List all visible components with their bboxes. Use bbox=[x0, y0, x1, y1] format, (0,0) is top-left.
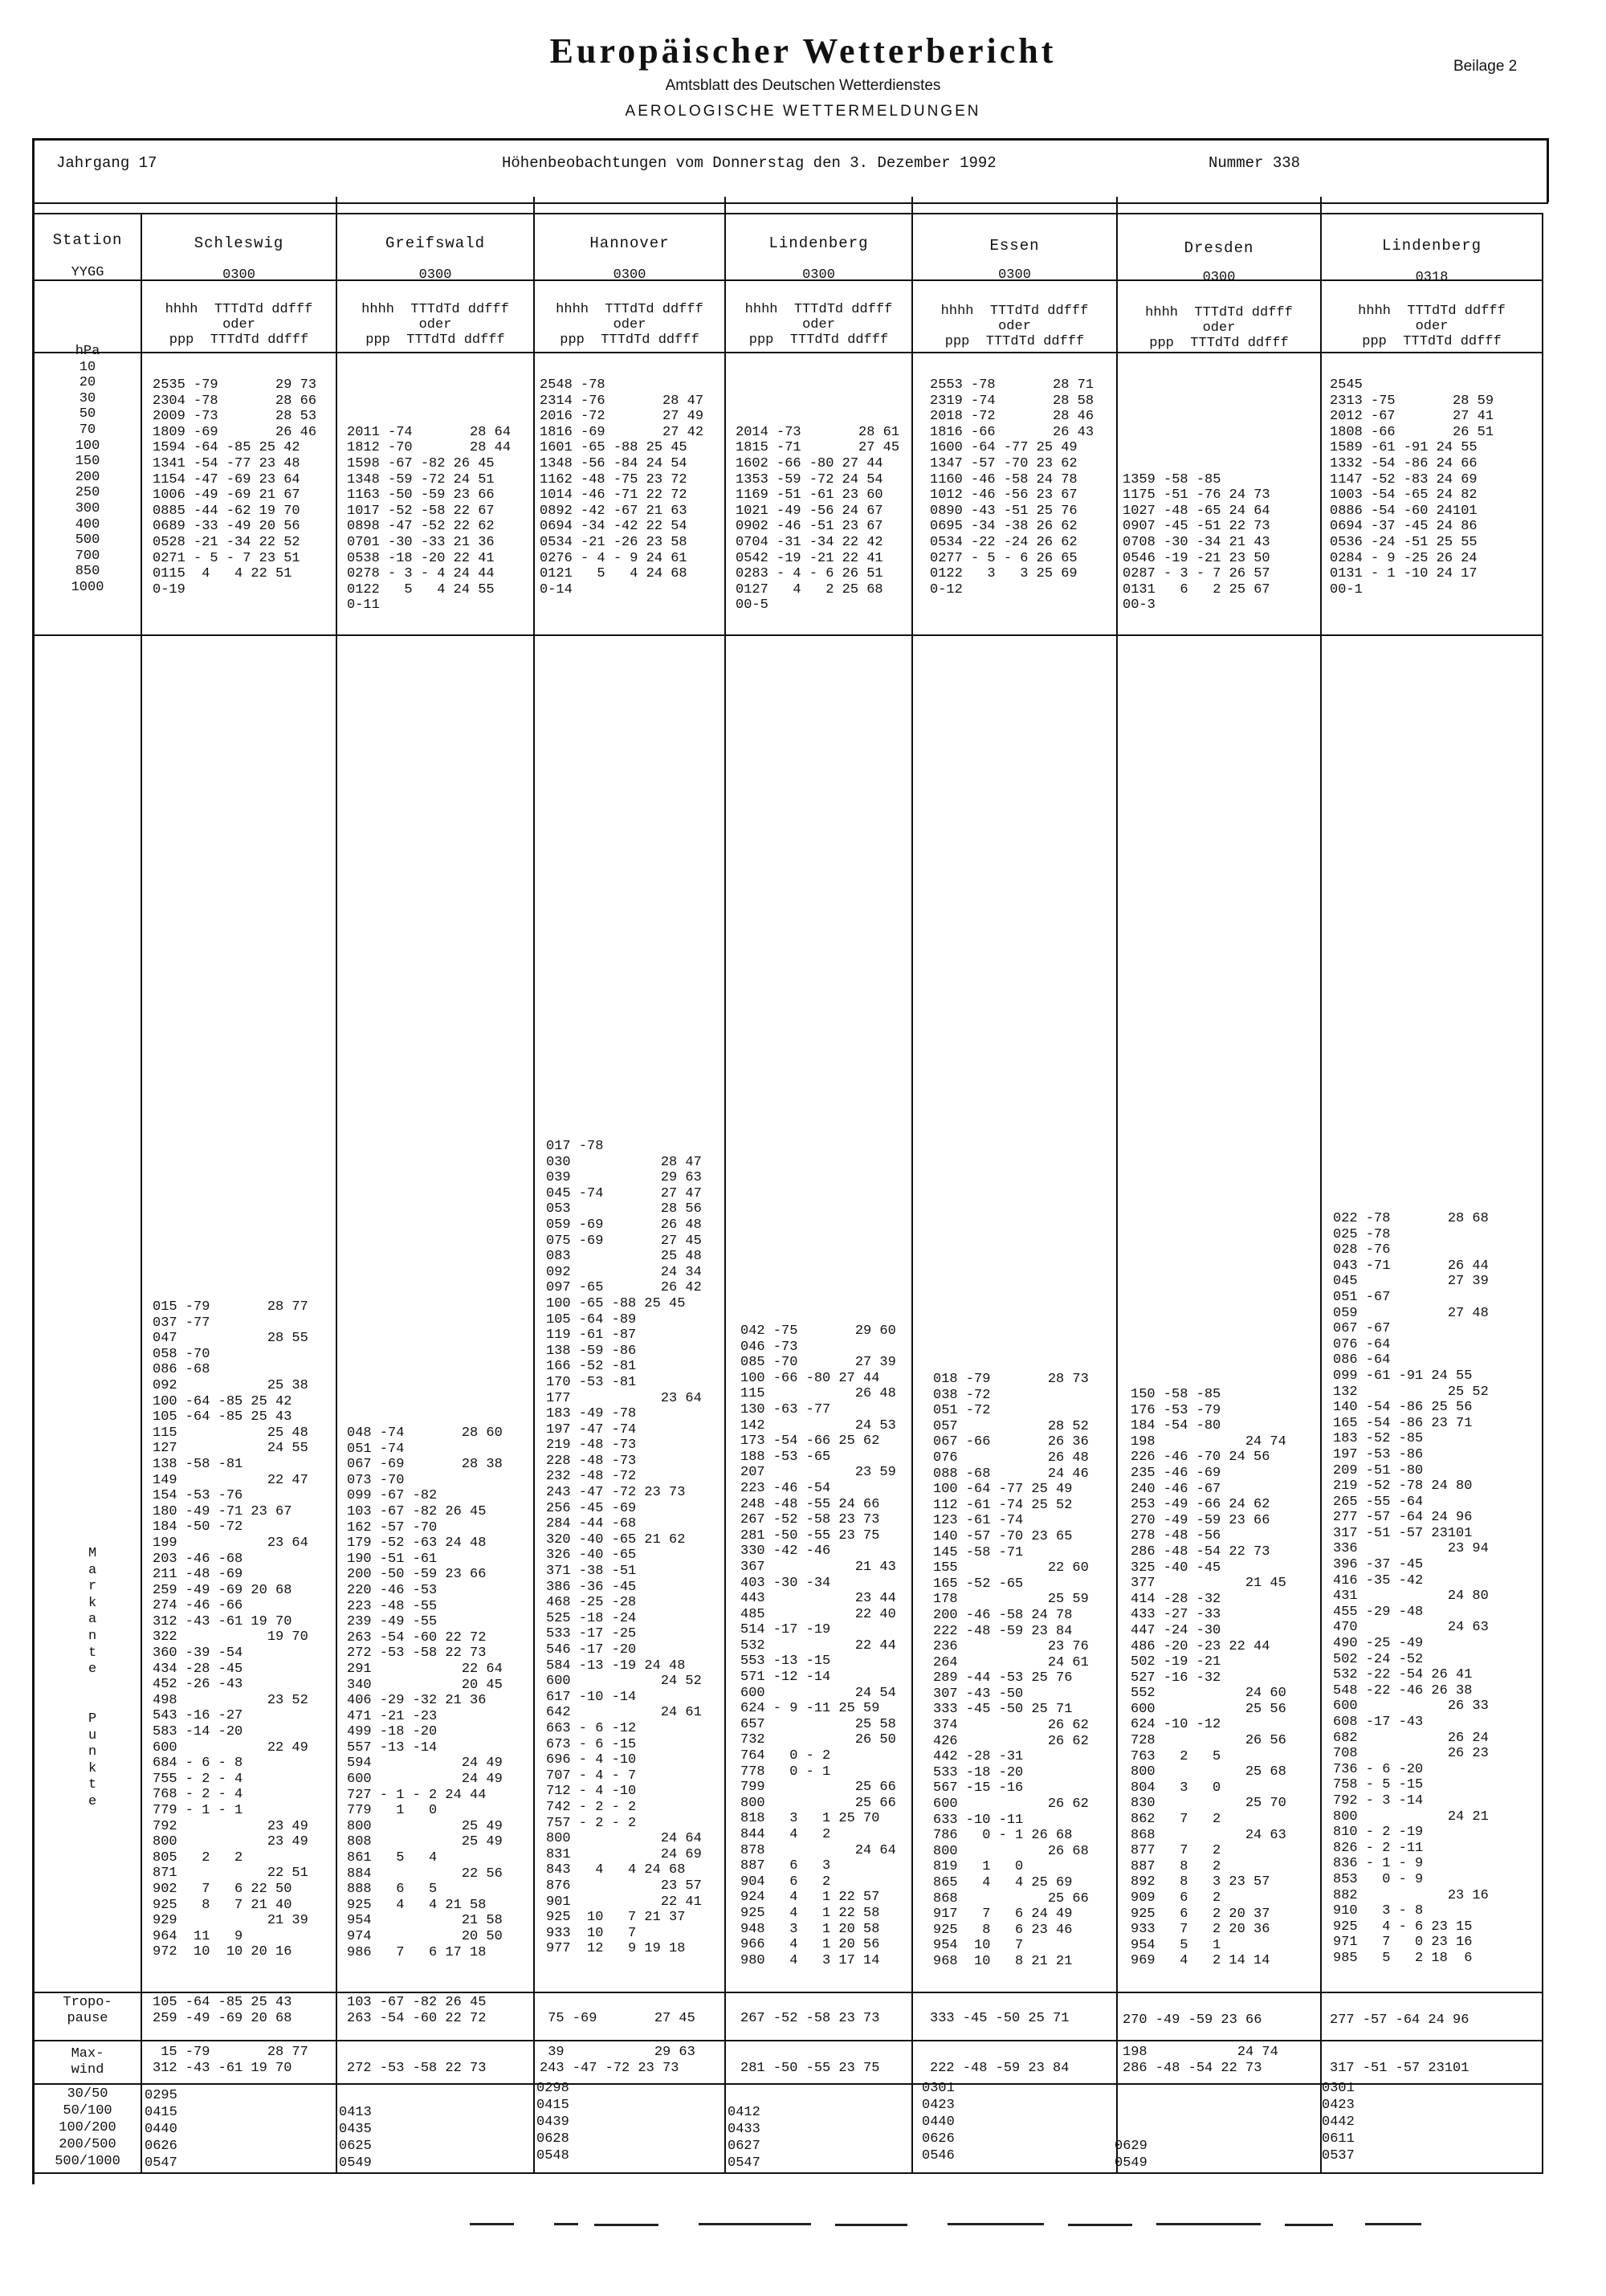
standard-levels: 2535 -79 29 73 2304 -78 28 66 2009 -73 28 53 1809 -69 26 46 1594 -64 -85 25 42 1341 -54 -77 23 48 1154 -47 -69 23 64 1006 -49 -69 21 67 0885 -44 -62 19 70 0689 -33 -49 20 56 0528 -21 -34 22 52 0271 - 5 - 7 23 51 0115 4 4 22 51 0-19 bbox=[153, 377, 317, 597]
col-rule bbox=[336, 197, 337, 2172]
scan-mark bbox=[470, 2223, 514, 2225]
yygg-label: YYGG bbox=[71, 265, 104, 280]
maxwind-data: 15 -79 28 77 312 -43 -61 19 70 bbox=[153, 2045, 308, 2076]
scan-mark bbox=[1156, 2223, 1261, 2225]
standard-levels: 2545 2313 -75 28 59 2012 -67 27 41 1808 -66 26 51 1589 -61 -91 24 55 1332 -54 -86 24 66 1147 -52 -83 24 69 1003 -54 -65 24 82 0886 -54 -60 24101 0694 -37 -45 24 86 0536 -24 -51 25 55 0284 - 9 -25 26 24 0131 - 1 -10 24 17 00-1 bbox=[1330, 377, 1494, 597]
significant-points: 017 -78 030 28 47 039 29 63 045 -74 27 47 053 28 56 059 -69 26 48 075 -69 27 45 083 25 48 092 24 34 097 -65 26 42 100 -65 -88 25 45 105 -64 -89 119 -61 -87 138 -59 -86 166 -52 -81 170 -53 -81 177 23 64 183 -49 -78 197 -47 -74 219 -48 -73 228 -48 -73 232 -48 -72 243 -47 -72 23 73 256 -45 -69 284 -44 -68 320 -40 -65 21 62 326 -40 -65 371 -38 -51 386 -36 -45 468 -25 -28 525 -18 -24 533 -17 -25 546 -17 -20 584 -13 -19 24 48 600 24 52 617 -10 -14 642 24 61 663 - 6 -12 673 - 6 -15 696 - 4 -10 707 - 4 - 7 712 - 4 -10 742 - 2 - 2 757 - 2 - 2 800 24 64 831 24 69 843 4 4 24 68 876 23 57 901 22 41 925 10 7 21 37 933 10 7 977 12 9 19 18 bbox=[546, 1139, 702, 1957]
layer-data: 0301 0423 0440 0626 0546 bbox=[922, 2081, 955, 2163]
col-rule bbox=[911, 197, 913, 2172]
tropopause-data: 277 -57 -64 24 96 bbox=[1330, 2012, 1469, 2028]
tropopause-data: 75 -69 27 45 bbox=[548, 2010, 695, 2026]
frame-top bbox=[32, 138, 1548, 141]
layer-data: 0301 0423 0442 0611 0537 bbox=[1322, 2081, 1355, 2163]
station-name: Dresden bbox=[1184, 239, 1254, 257]
jahrgang: Jahrgang 17 bbox=[56, 154, 157, 172]
maxwind-data: 281 -50 -55 23 75 bbox=[740, 2060, 880, 2076]
col-rule bbox=[141, 213, 142, 2172]
station-time: 0300 bbox=[418, 267, 452, 283]
col-head: hhhh TTTdTd ddfff oder ppp TTTdTd ddfff bbox=[361, 302, 509, 348]
maxwind-data: 222 -48 -59 23 84 bbox=[930, 2060, 1070, 2076]
significant-points: 022 -78 28 68 025 -78 028 -76 043 -71 26 44 045 27 39 051 -67 059 27 48 067 -67 076 -64 086 -64 099 -61 -91 24 55 132 25 52 140 -54 -86 25 56 165 -54 -86 23 71 183 -52 -85 197 -53 -86 209 -51 -80 219 -52 -78 24 80 265 -55 -64 277 -57 -64 24 96 317 -51 -57 23101 336 23 94 396 -37 -45 416 -35 -42 431 24 80 455 -29 -48 470 24 63 490 -25 -49 502 -24 -52 532 -22 -54 26 41 548 -22 -46 26 38 600 26 33 608 -17 -43 682 26 24 708 26 23 736 - 6 -20 758 - 5 -15 792 - 3 -14 800 24 21 810 - 2 -19 826 - 2 -11 836 - 1 - 9 853 0 - 9 882 23 16 910 3 - 8 925 4 - 6 23 15 971 7 0 23 16 985 5 2 18 6 bbox=[1333, 1211, 1489, 1966]
scan-mark bbox=[594, 2224, 658, 2226]
station-time: 0300 bbox=[802, 267, 835, 283]
col-rule bbox=[1320, 197, 1322, 2172]
standard-levels: 2553 -78 28 71 2319 -74 28 58 2018 -72 28 46 1816 -66 26 43 1600 -64 -77 25 49 1347 -57 -70 23 62 1160 -46 -58 24 78 1012 -46 -56 23 67 0890 -43 -51 25 76 0695 -34 -38 26 62 0534 -22 -24 26 62 0277 - 5 - 6 26 65 0122 3 3 25 69 0-12 bbox=[930, 377, 1094, 597]
col-rule bbox=[533, 197, 535, 2172]
maxwind-data: 317 -51 -57 23101 bbox=[1330, 2060, 1469, 2076]
maxwind-data: 39 29 63 243 -47 -72 23 73 bbox=[540, 2045, 695, 2076]
tropopause-label: Tropo- pause bbox=[63, 1995, 112, 2026]
maxwind-label: Max- wind bbox=[71, 2046, 104, 2078]
layer-data: 0295 0415 0440 0626 0547 bbox=[145, 2088, 177, 2171]
significant-points: 015 -79 28 77 037 -77 047 28 55 058 -70 086 -68 092 25 38 100 -64 -85 25 42 105 -64 -85 25 43 115 25 48 127 24 55 138 -58 -81 149 22 47 154 -53 -76 180 -49 -71 23 67 184 -50 -72 199 23 64 203 -46 -68 211 -48 -69 259 -49 -69 20 68 274 -46 -66 312 -43 -61 19 70 322 19 70 360 -39 -54 434 -28 -45 452 -26 -43 498 23 52 543 -16 -27 583 -14 -20 600 22 49 684 - 6 - 8 755 - 2 - 4 768 - 2 - 4 779 - 1 - 1 792 23 49 800 23 49 805 2 2 871 22 51 902 7 6 22 50 925 8 7 21 40 929 21 39 964 11 9 972 10 10 20 16 bbox=[153, 1299, 308, 1960]
standard-levels: 1359 -58 -85 1175 -51 -76 24 73 1027 -48 -65 24 64 0907 -45 -51 22 73 0708 -30 -34 21 43 0546 -19 -21 23 50 0287 - 3 - 7 26 57 0131 6 2 25 67 00-3 bbox=[1123, 471, 1270, 614]
rule-after-colhead bbox=[32, 352, 1543, 353]
col-head: hhhh TTTdTd ddfff oder ppp TTTdTd ddfff bbox=[1145, 305, 1293, 351]
significant-points: 018 -79 28 73 038 -72 051 -72 057 28 52 067 -66 26 36 076 26 48 088 -68 24 46 100 -64 -77 25 49 112 -61 -74 25 52 123 -61 -74 140 -57 -70 23 65 145 -58 -71 155 22 60 165 -52 -65 178 25 59 200 -46 -58 24 78 222 -48 -59 23 84 236 23 76 264 24 61 289 -44 -53 25 76 307 -43 -50 333 -45 -50 25 71 374 26 62 426 26 62 442 -28 -31 533 -18 -20 567 -15 -16 600 26 62 633 -10 -11 786 0 - 1 26 68 800 26 68 819 1 0 865 4 4 25 69 868 25 66 917 7 6 24 49 925 8 6 23 46 954 10 7 968 10 8 21 21 bbox=[933, 1372, 1089, 1969]
frame-right-top bbox=[1547, 138, 1549, 202]
col-head: hhhh TTTdTd ddfff oder ppp TTTdTd ddfff bbox=[1358, 304, 1506, 349]
rule-before-maxwind bbox=[32, 2040, 1543, 2041]
station-name: Hannover bbox=[589, 234, 670, 252]
issue-number: Nummer 338 bbox=[1209, 154, 1301, 172]
tropopause-data: 333 -45 -50 25 71 bbox=[930, 2010, 1070, 2026]
markante-punkte-label: M a r k a n t e P u n k t e bbox=[88, 1546, 97, 1809]
scan-mark bbox=[835, 2224, 907, 2226]
station-time: 0300 bbox=[613, 267, 646, 283]
significant-points: 150 -58 -85 176 -53 -79 184 -54 -80 198 24 74 226 -46 -70 24 56 235 -46 -69 240 -46 -67 253 -49 -66 24 62 270 -49 -59 23 66 278 -48 -56 286 -48 -54 22 73 325 -40 -45 377 21 45 414 -28 -32 433 -27 -33 447 -24 -30 486 -20 -23 22 44 502 -19 -21 527 -16 -32 552 24 60 600 25 56 624 -10 -12 728 26 56 763 2 5 800 25 68 804 3 0 830 25 70 862 7 2 868 24 63 877 7 2 887 8 2 892 8 3 23 57 909 6 2 925 6 2 20 37 933 7 2 20 36 954 5 1 969 4 2 14 14 bbox=[1131, 1387, 1286, 1969]
rule-after-standard bbox=[32, 634, 1543, 636]
hpa-levels: hPa 10 20 30 50 70 100 150 200 250 300 400 500 700 850 1000 bbox=[71, 344, 104, 595]
station-name: Greifswald bbox=[385, 234, 486, 252]
station-label: Station bbox=[52, 231, 123, 249]
station-time: 0300 bbox=[222, 267, 255, 283]
station-time: 0300 bbox=[1202, 270, 1236, 285]
scan-mark bbox=[948, 2223, 1044, 2225]
rule-table-bottom bbox=[32, 2172, 1543, 2174]
station-name: Essen bbox=[989, 237, 1040, 255]
station-name: Schleswig bbox=[194, 234, 284, 252]
beilage-label: Beilage 2 bbox=[1453, 58, 1518, 75]
scan-mark bbox=[1365, 2223, 1421, 2225]
col-head: hhhh TTTdTd ddfff oder ppp TTTdTd ddfff bbox=[165, 302, 313, 348]
layer-data: 0629 0549 bbox=[1115, 2139, 1147, 2171]
col-rule bbox=[1116, 197, 1118, 2172]
rule-before-layers bbox=[32, 2083, 1543, 2085]
scan-mark bbox=[554, 2223, 578, 2225]
significant-points: 048 -74 28 60 051 -74 067 -69 28 38 073 -70 099 -67 -82 103 -67 -82 26 45 162 -57 -70 179 -52 -63 24 48 190 -51 -61 200 -50 -59 23 66 220 -46 -53 223 -48 -55 239 -49 -55 263 -54 -60 22 72 272 -53 -58 22 73 291 22 64 340 20 45 406 -29 -32 21 36 471 -21 -23 499 -18 -20 557 -13 -14 594 24 49 600 24 49 727 - 1 - 2 24 44 779 1 0 800 25 49 808 25 49 861 5 4 884 22 56 888 6 5 925 4 4 21 58 954 21 58 974 20 50 986 7 6 17 18 bbox=[347, 1425, 503, 1960]
col-rule bbox=[724, 197, 726, 2172]
maxwind-data: 198 24 74 286 -48 -54 22 73 bbox=[1123, 2045, 1278, 2076]
tropopause-data: 270 -49 -59 23 66 bbox=[1123, 2012, 1262, 2028]
station-name: Lindenberg bbox=[1381, 237, 1482, 255]
date-line: Höhenbeobachtungen vom Donnerstag den 3. Dezember 1992 bbox=[502, 154, 997, 172]
col-head: hhhh TTTdTd ddfff oder ppp TTTdTd ddfff bbox=[556, 302, 703, 348]
station-time: 0318 bbox=[1415, 270, 1449, 285]
layer-data: 0298 0415 0439 0628 0548 bbox=[536, 2081, 569, 2163]
table-top-rule bbox=[32, 213, 1543, 214]
standard-levels: 2014 -73 28 61 1815 -71 27 45 1602 -66 -80 27 44 1353 -59 -72 24 54 1169 -51 -61 23 60 1021 -49 -56 24 67 0902 -46 -51 23 67 0704 -31 -34 22 42 0542 -19 -21 22 41 0283 - 4 - 6 26 51 0127 4 2 25 68 00-5 bbox=[736, 424, 900, 614]
tropopause-data: 105 -64 -85 25 43 259 -49 -69 20 68 bbox=[153, 1995, 292, 2026]
maxwind-data: 272 -53 -58 22 73 bbox=[347, 2060, 487, 2076]
station-time: 0300 bbox=[998, 267, 1031, 283]
scan-mark bbox=[1068, 2224, 1132, 2226]
scan-mark bbox=[1285, 2224, 1333, 2226]
tropopause-data: 267 -52 -58 23 73 bbox=[740, 2010, 880, 2026]
standard-levels: 2548 -78 2314 -76 28 47 2016 -72 27 49 1816 -69 27 42 1601 -65 -88 25 45 1348 -56 -84 24 54 1162 -48 -75 23 72 1014 -46 -71 22 72 0892 -42 -67 21 63 0694 -34 -42 22 54 0534 -21 -26 23 58 0276 - 4 - 9 24 61 0121 5 4 24 68 0-14 bbox=[540, 377, 704, 597]
report-subtitle: Amtsblatt des Deutschen Wetterdienstes bbox=[665, 77, 941, 94]
frame-right bbox=[1542, 213, 1543, 2172]
col-head: hhhh TTTdTd ddfff oder ppp TTTdTd ddfff bbox=[744, 302, 893, 348]
layer-data: 0413 0435 0625 0549 bbox=[339, 2105, 372, 2171]
layer-thickness-labels: 30/50 50/100 100/200 200/500 500/1000 bbox=[55, 2086, 120, 2169]
section-title: AEROLOGISCHE WETTERMELDUNGEN bbox=[625, 103, 981, 120]
standard-levels: 2011 -74 28 64 1812 -70 28 44 1598 -67 -82 26 45 1348 -59 -72 24 51 1163 -50 -59 23 66 1017 -52 -58 22 67 0898 -47 -52 22 62 0701 -30 -33 21 36 0538 -18 -20 22 41 0278 - 3 - 4 24 44 0122 5 4 24 55 0-11 bbox=[347, 424, 512, 614]
scan-mark bbox=[699, 2223, 811, 2225]
tropopause-data: 103 -67 -82 26 45 263 -54 -60 22 72 bbox=[347, 1995, 487, 2026]
report-title: Europäischer Wetterbericht bbox=[549, 31, 1057, 71]
col-head: hhhh TTTdTd ddfff oder ppp TTTdTd ddfff bbox=[940, 304, 1089, 349]
station-name: Lindenberg bbox=[768, 234, 869, 252]
significant-points: 042 -75 29 60 046 -73 085 -70 27 39 100 -66 -80 27 44 115 26 48 130 -63 -77 142 24 53 173 -54 -66 25 62 188 -53 -65 207 23 59 223 -46 -54 248 -48 -55 24 66 267 -52 -58 23 73 281 -50 -55 23 75 330 -42 -46 367 21 43 403 -30 -34 443 23 44 485 22 40 514 -17 -19 532 22 44 553 -13 -15 571 -12 -14 600 24 54 624 - 9 -11 25 59 657 25 58 732 26 50 764 0 - 2 778 0 - 1 799 25 66 800 25 66 818 3 1 25 70 844 4 2 878 24 64 887 6 3 904 6 2 924 4 1 22 57 925 4 1 22 58 948 3 1 20 58 966 4 1 20 56 980 4 3 17 14 bbox=[740, 1323, 896, 1968]
rule-before-trop bbox=[32, 1992, 1543, 1993]
layer-data: 0412 0433 0627 0547 bbox=[728, 2105, 760, 2171]
